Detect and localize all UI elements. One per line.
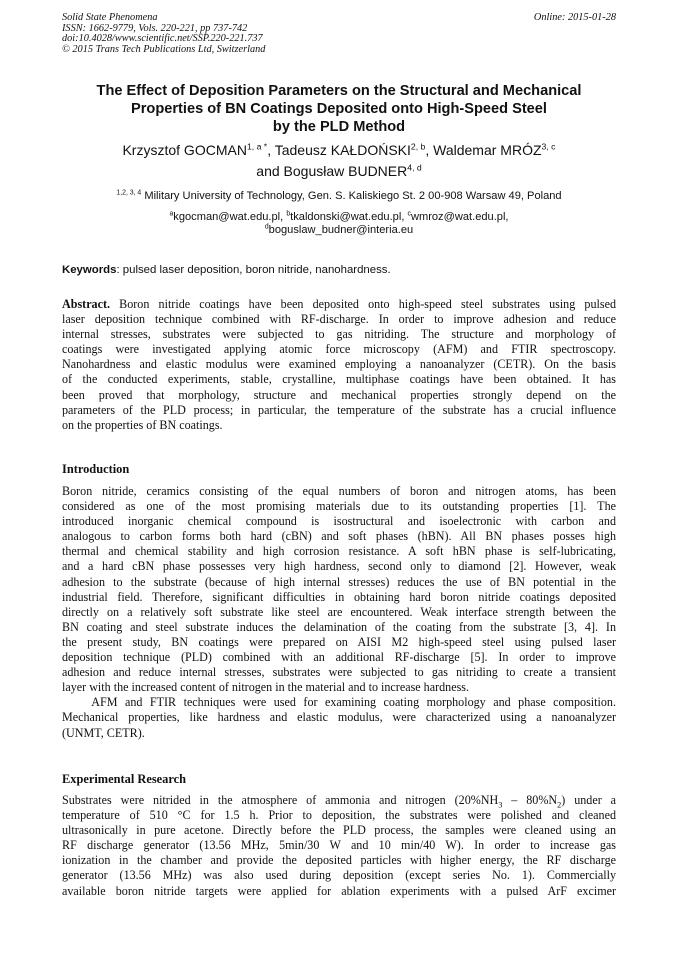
intro-line: introduced inorganic chemical compound is isostructural and isoelectronic with carbon and — [62, 514, 616, 529]
author-line — [40, 161, 638, 182]
intro-line: deposition technique (PLD) combined with an additional RF-discharge [5]. In order to improve — [62, 650, 616, 665]
subscript: 2 — [557, 800, 562, 810]
intro-line: AFM and FTIR techniques were used for examining coating morphology and phase composition. — [62, 695, 616, 710]
author-sup: 1, a * — [246, 140, 268, 151]
exp-line: available boron nitride targets were applied for ablation experiments with a pulsed ArF excimer — [62, 883, 616, 898]
paper-title — [40, 82, 638, 137]
abstract-line: been proved that morphology, structure and mechanical properties strongly depend on the — [62, 387, 616, 402]
abstract-line: laser deposition technique combined with RF-discharge. In order to improve adhesion and reduce — [62, 312, 616, 327]
author-sep: , — [267, 141, 275, 158]
email-sup: b — [286, 209, 291, 217]
online-date — [534, 13, 616, 24]
abstract-line: Nanohardness and elastic modulus were examined employing a nanoanalyzer (CETR). On the basis — [62, 357, 616, 372]
title-line: by the PLD Method — [272, 119, 406, 136]
intro-line: Mechanical properties, like hardness and elastic modulus, were characterized using a nanoanalyzer — [62, 710, 616, 725]
intro-line: and a hard cBN phase possesses very high hardness, second only to diamond [2]. However, weak — [62, 559, 616, 574]
author-sup: 2, b — [410, 140, 426, 151]
doi-line[interactable]: doi:10.4028/www.scientific.net/SSP.220-221.737 — [62, 33, 263, 45]
intro-line: considered as one of the most promising materials due to its outstanding properties [1]. The — [62, 499, 616, 514]
abstract-text: Boron nitride coatings have been deposited onto high-speed steel substrates using pulsed — [110, 297, 616, 311]
author-prefix: and — [256, 162, 284, 179]
intro-line: the present study, BN coatings were prepared on AISI M2 high-speed steel using pulsed laser — [62, 634, 616, 649]
experimental-body — [62, 793, 616, 899]
abstract-line: on the properties of BN coatings. — [62, 417, 223, 432]
exp-text: ) under a — [561, 793, 617, 807]
author-emails — [40, 211, 638, 238]
exp-line — [62, 793, 616, 808]
abstract-line: coatings were investigated applying atomic force microscopy (AFM) and FTIR spectroscopy. — [62, 342, 616, 357]
exp-text: – 80%N — [502, 793, 558, 807]
intro-line: industrial field. Therefore, significant difficulties in obtaining hard boron nitride coatings deposited — [62, 589, 616, 604]
email-line — [40, 224, 638, 238]
exp-line: RF discharge generator (13.56 MHz, 5min/30 W and 10 min/40 W). In order to increase gas — [62, 838, 616, 853]
abstract-line: parameters of the PLD process; in particular, the temperature of the substrate has a crucial influence — [62, 402, 616, 417]
title-block — [40, 82, 638, 238]
exp-text: Substrates were nitrided in the atmosphere of ammonia and nitrogen (20%NH — [62, 793, 499, 807]
intro-line: adhesion to the substrate (because of high internal stresses) reduces the use of BN potential in the — [62, 574, 616, 589]
abstract — [62, 297, 616, 433]
author-sup: 4, d — [407, 161, 422, 172]
journal-header — [62, 13, 265, 56]
email-link[interactable]: boguslaw_budner@interia.eu — [268, 224, 414, 237]
exp-line: generator (13.56 MHz) was also used during deposition (except series No. 1). Commercially — [62, 868, 616, 883]
intro-line: adhesion and reduce internal stresses, substrates were subjected to gas nitriding to create a transient — [62, 665, 616, 680]
author-list — [40, 140, 638, 182]
keywords — [62, 263, 616, 277]
abstract-label: Abstract. — [62, 297, 111, 311]
author-name: Waldemar MRÓZ — [433, 141, 542, 158]
affiliation — [40, 189, 638, 203]
journal-name: Solid State Phenomena — [62, 12, 158, 23]
introduction-body — [62, 484, 616, 741]
intro-line: Boron nitride, ceramics consisting of the equal numbers of boron and nitrogen atoms, has been — [62, 484, 616, 498]
intro-line: thermal and chemical stability and high corrosion resistance. A soft hBN phase is self-lubricating, — [62, 544, 616, 559]
title-line: Properties of BN Coatings Deposited onto High-Speed Steel — [131, 101, 547, 118]
author-sup: 3, c — [541, 140, 556, 151]
exp-line: ultrasonically in pure acetone. Directly before the PLD process, the samples were cleaned using an — [62, 823, 616, 838]
experimental-heading: Experimental Research — [62, 772, 186, 786]
copyright-line: © 2015 Trans Tech Publications Ltd, Switzerland — [62, 44, 266, 56]
email-link[interactable]: kgocman@wat.edu.pl, — [173, 210, 284, 223]
abstract-line: internal stresses, substrates were subjected to gas nitriding. The structure and morphology of — [62, 327, 616, 342]
author-line — [40, 140, 638, 161]
exp-line: ionization in the chamber and provide the deposited particles with higher energy, the RF discharge — [62, 853, 616, 868]
abstract-line: of the conducted experiments, stable, crystalline, multiphase coatings have been obtained. It has — [62, 372, 616, 387]
keywords-text: : pulsed laser deposition, boron nitride, nanohardness. — [116, 264, 391, 276]
intro-line: (UNMT, CETR). — [62, 725, 145, 740]
intro-line: analogous to carbon forms both hard (cBN) and soft phases (hBN). All BN phases posses high — [62, 529, 616, 544]
keywords-label: Keywords — [62, 264, 117, 276]
email-sup: d — [264, 223, 269, 231]
author-name: Bogusław BUDNER — [283, 162, 408, 179]
affiliation-text: Military University of Technology, Gen. S. Kaliskiego St. 2 00-908 Warsaw 49, Poland — [141, 189, 562, 202]
introduction-heading: Introduction — [62, 462, 130, 476]
title-line: The Effect of Deposition Parameters on the Structural and Mechanical — [96, 83, 582, 99]
abstract-line — [62, 297, 616, 312]
intro-line: BN coating and steel substrate induces the delamination of the coating from the substrate [3, 4]. In — [62, 619, 616, 634]
exp-line: temperature of 510 °C for 1.5 h. Prior to deposition, the substrates were polished and cleaned — [62, 808, 616, 823]
online-date-text: Online: 2015-01-28 — [533, 12, 616, 23]
email-link[interactable]: tkaldonski@wat.edu.pl, — [290, 210, 405, 223]
author-name: Krzysztof GOCMAN — [122, 141, 247, 158]
subscript: 3 — [498, 800, 503, 810]
email-sup: a — [169, 209, 174, 217]
author-name: Tadeusz KAŁDOŃSKI — [274, 141, 411, 158]
issn-line: ISSN: 1662-9779, Vols. 220-221, pp 737-742 — [62, 22, 248, 34]
author-sep: , — [425, 141, 434, 158]
intro-line: layer with the increased content of nitrogen in the material and to increase hardness. — [62, 680, 470, 695]
email-line — [40, 211, 638, 225]
affiliation-sup: 1,2, 3, 4 — [116, 188, 142, 196]
intro-line: directly on a relatively soft substrate like steel are encountered. Weak interface strength between the — [62, 604, 616, 619]
email-sup: c — [407, 209, 411, 217]
email-link[interactable]: wmroz@wat.edu.pl, — [410, 210, 509, 223]
